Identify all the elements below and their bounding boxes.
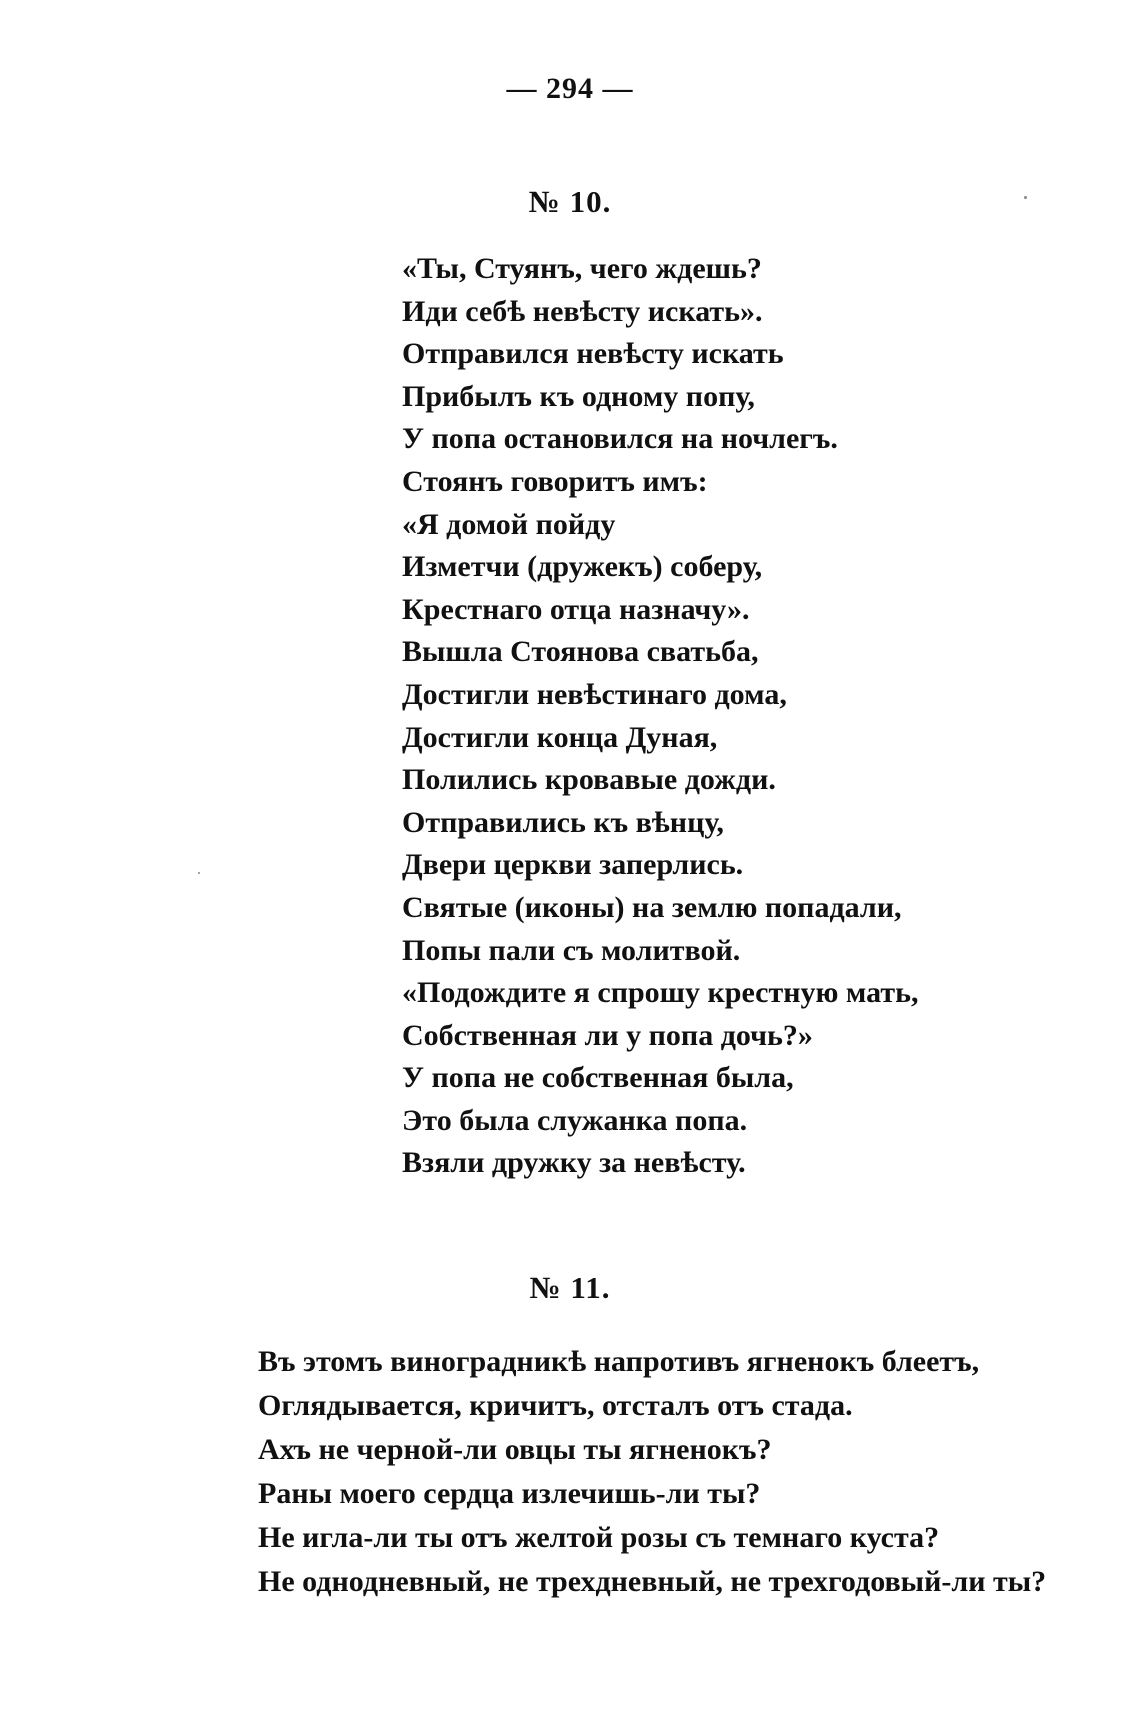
page-number: — 294 — — [506, 72, 634, 105]
poem-10-heading: № 10. — [528, 184, 612, 219]
poem-line: Это была служанка попа. — [402, 1103, 748, 1137]
poem-line: Вышла Стоянова сватьба, — [402, 635, 759, 669]
poem-line: Двери церкви заперлись. — [402, 848, 744, 882]
poem-line: Взяли дружку за невѣсту. — [402, 1146, 746, 1180]
poem-line: Достигли невѣстинаго дома, — [402, 677, 787, 711]
poem-line: Иди себѣ невѣсту искать». — [402, 294, 763, 328]
poem-line: Попы пали съ молитвой. — [402, 933, 741, 967]
poem-line: Отправились къ вѣнцу, — [402, 805, 724, 839]
poem-line: Раны моего сердца излечишь-ли ты? — [258, 1477, 761, 1510]
poem-line: Ахъ не черной-ли овцы ты ягненокъ? — [258, 1433, 772, 1466]
poem-line: Оглядывается, кричитъ, отсталъ отъ стада. — [258, 1389, 853, 1422]
poem-line: Не игла-ли ты отъ желтой розы съ темнаго куста? — [258, 1521, 940, 1554]
poem-line: Святые (иконы) на землю попадали, — [402, 890, 902, 924]
poem-line: Крестнаго отца назначу». — [402, 592, 750, 626]
poem-line: «Подождите я спрошу крестную мать, — [402, 976, 919, 1010]
poem-line: У попа не собственная была, — [402, 1061, 794, 1095]
poem-line: Собственная ли у попа дочь?» — [402, 1018, 813, 1052]
poem-line: Достигли конца Дуная, — [402, 720, 718, 754]
poem-line: Отправился невѣсту искать — [402, 337, 784, 371]
poem-line: Стоянъ говоритъ имъ: — [402, 464, 708, 498]
poem-11-text — [258, 1340, 1046, 1604]
poem-line: Не однодневный, не трехдневный, не трехгодовый-ли ты? — [258, 1565, 1047, 1598]
poem-11-heading: № 11. — [529, 1270, 611, 1305]
poem-line: «Я домой пойду — [402, 507, 616, 541]
poem-line: Изметчи (дружекъ) соберу, — [402, 550, 763, 584]
poem-line: Въ этомъ виноградникѣ напротивъ ягненокъ блеетъ, — [258, 1345, 980, 1378]
poem-line: Прибылъ къ одному попу, — [402, 379, 755, 413]
poem-line: У попа остановился на ночлегъ. — [402, 422, 838, 456]
paper-speck — [198, 872, 200, 874]
poem-10-text — [402, 248, 918, 1185]
poem-line: «Ты, Стуянъ, чего ждешь? — [402, 252, 762, 285]
paper-speck — [1024, 196, 1027, 199]
poem-line: Полились кровавые дожди. — [402, 763, 776, 797]
